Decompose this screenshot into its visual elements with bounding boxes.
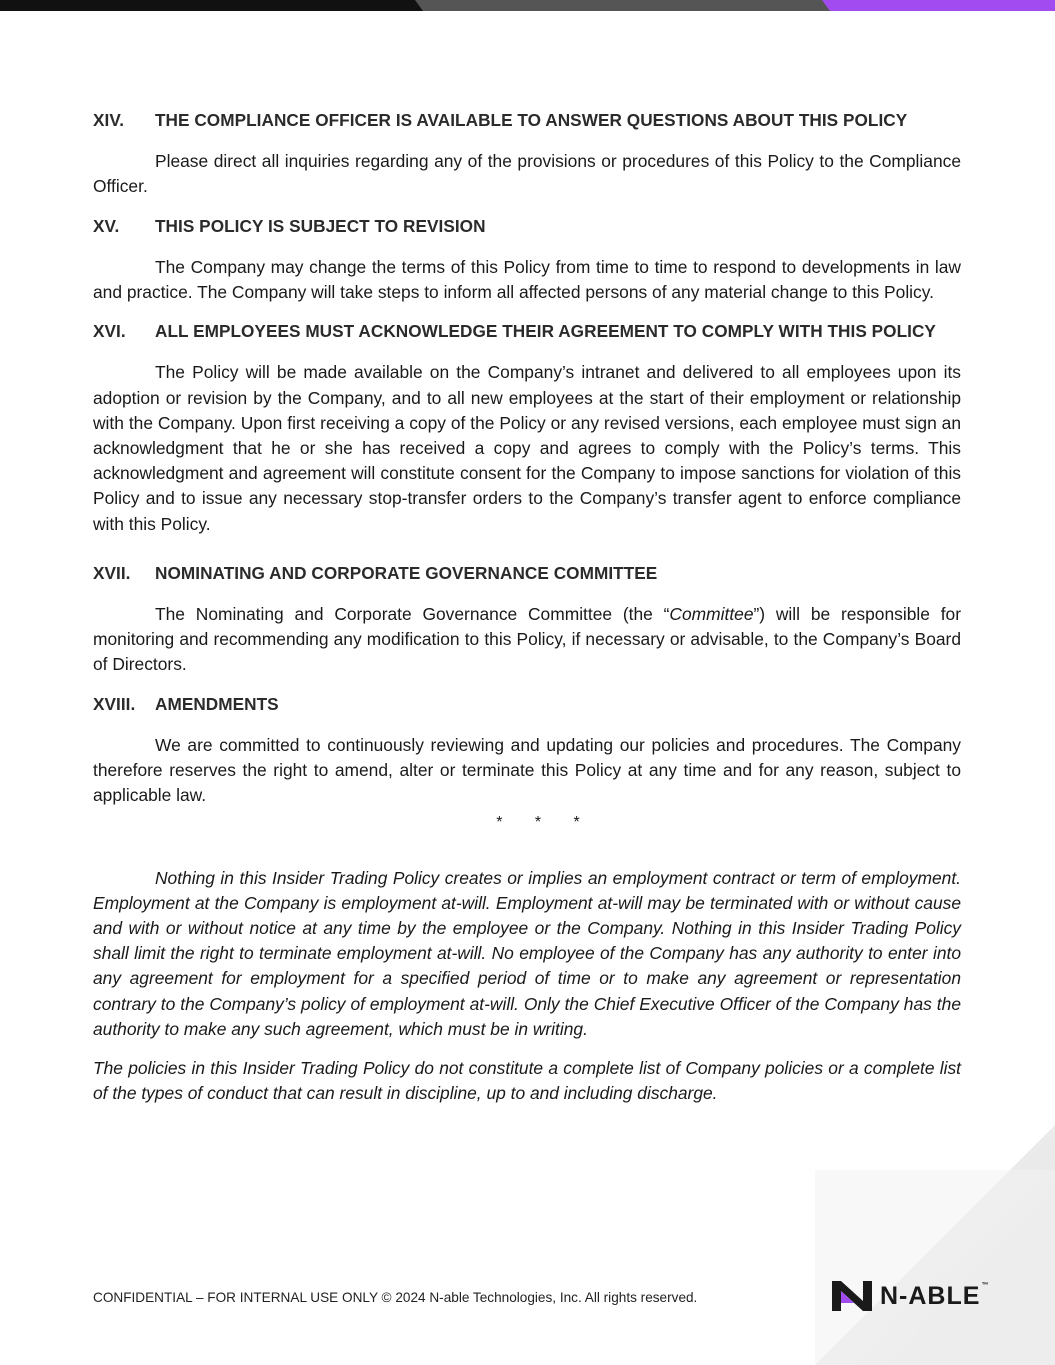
- section-title: AMENDMENTS: [155, 693, 279, 714]
- committee-body-post: ”) will be responsible for monitoring and recommending any modification to this Policy, if necessary or advisable, to the Company’s Board of Directors.: [93, 604, 961, 675]
- section-body: The Company may change the terms of this Policy from time to time to respond to developments in law and practice. The Company will take steps to inform all affected persons of any material change to this Policy.: [93, 256, 961, 303]
- document-page: [93, 108, 961, 1121]
- section-heading: [93, 561, 961, 586]
- section-body: Please direct all inquiries regarding any of the provisions or procedures of this Policy to the Compliance Officer.: [93, 151, 961, 197]
- section-number: XIV.: [93, 110, 125, 130]
- section-heading: [93, 214, 961, 239]
- company-logo: [832, 1280, 989, 1312]
- separator: * * *: [496, 814, 594, 832]
- policy-list-disclaimer: The policies in this Insider Trading Policy do not constitute a complete list of Company policies or a complete list of the types of conduct that can result in discipline, up to and including discharge.: [93, 1058, 961, 1104]
- section-number: XVII.: [93, 562, 131, 583]
- section-body: The Policy will be made available on the Company’s intranet and delivered to all employees upon its adoption or revision by the Company, and to all new employees at the start of their employment or relationship with the Company. Upon first receiving a copy of the Policy or any revised versions, each employee must sign an acknowledgment that he or she has received a copy and agrees to comply with the Policy’s terms. This acknowledgment and agreement will constitute consent for the Company to impose sanctions for violation of this Policy and to issue any necessary stop-transfer orders to the Company’s transfer agent to enforce compliance with this Policy.: [93, 362, 961, 534]
- section-heading: [93, 319, 961, 344]
- committee-defined-term: Committee: [669, 604, 754, 625]
- section-title: ALL EMPLOYEES MUST ACKNOWLEDGE THEIR AGREEMENT TO COMPLY WITH THIS POLICY: [155, 321, 936, 342]
- n-able-logo-icon: [832, 1281, 872, 1311]
- section-number: XVI.: [93, 321, 126, 342]
- logo-wordmark: [880, 1282, 989, 1311]
- logo-wordmark-text: N-ABLE: [880, 1281, 981, 1310]
- section-heading: [93, 692, 961, 717]
- section-number: XV.: [93, 215, 120, 236]
- committee-body-pre: The Nominating and Corporate Governance Committee (the “: [155, 604, 670, 625]
- section-body: We are committed to continuously reviewing and updating our policies and procedures. The Company therefore reserves the right to amend, alter or terminate this Policy at any time and for any reason, subject to applicable law.: [93, 734, 961, 806]
- logo-trademark: ™: [981, 1281, 990, 1289]
- footer-confidential-notice: CONFIDENTIAL – FOR INTERNAL USE ONLY © 2024 N-able Technologies, Inc. All rights reserved.: [93, 1290, 698, 1305]
- top-decorative-bar: [0, 0, 1055, 11]
- employment-disclaimer: Nothing in this Insider Trading Policy creates or implies an employment contract or term of employment. Employment at the Company is employment at-will. Employment at-will may be terminated with or without cause and with or without notice at any time by the employee or the Company. Nothing in this Insider Trading Policy shall limit the right to terminate employment at-will. No employee of the Company has any authority to enter into any agreement for employment for a specified period of time or to make any agreement or representation contrary to the Company’s policy of employment at-will. Only the Chief Executive Officer of the Company has the authority to make any such agreement, which must be in writing.: [93, 867, 961, 1039]
- section-title: NOMINATING AND CORPORATE GOVERNANCE COMMITTEE: [155, 562, 658, 583]
- section-heading: [93, 108, 961, 133]
- corner-decoration: [815, 1125, 1055, 1365]
- section-body: [93, 602, 961, 678]
- section-title: THE COMPLIANCE OFFICER IS AVAILABLE TO ANSWER QUESTIONS ABOUT THIS POLICY: [155, 110, 908, 130]
- section-number: XVIII.: [93, 693, 136, 714]
- section-title: THIS POLICY IS SUBJECT TO REVISION: [155, 215, 486, 236]
